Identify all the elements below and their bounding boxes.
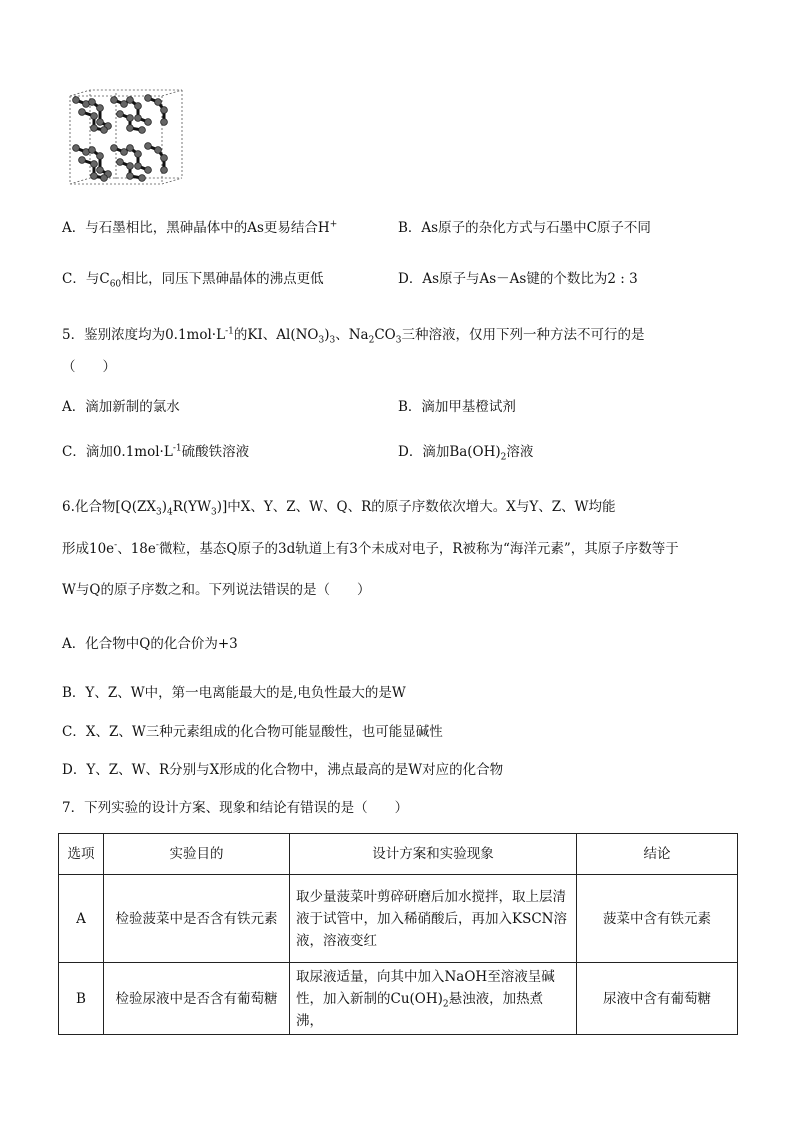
- q7-stem: 7．下列实验的设计方案、现象和结论有错误的是（ ）: [62, 800, 409, 816]
- stem-text: 的KI、Al(NO: [233, 327, 319, 343]
- cell-option: B: [59, 963, 104, 1035]
- subscript: 3: [329, 335, 336, 346]
- cell-plan: [290, 963, 577, 1035]
- table-row: [59, 875, 738, 963]
- option-text: 硫酸铁溶液: [181, 444, 250, 460]
- header-purpose: 实验目的: [104, 834, 290, 875]
- option-text: 与石墨相比，黑砷晶体中的As更易结合H: [85, 220, 330, 236]
- q5-option-d: [398, 442, 533, 462]
- stem-text: ): [324, 327, 330, 343]
- q5-answer-paren: （ ）: [62, 359, 116, 375]
- stem-text: 5．鉴别浓度均为0.1mol·L: [62, 327, 226, 343]
- stem-text: ): [161, 499, 167, 515]
- q6-option-b: B．Y、Z、W中，第一电离能最大的是,电负性最大的是W: [62, 685, 406, 701]
- superscript: -: [114, 540, 118, 551]
- stem-text: 微粒，基态Q原子的3d轨道上有3个未成对电子，R被称为“海洋元素”，其原子序数等于: [158, 541, 679, 557]
- plan-text: 取尿液适量，向其中加入NaOH至溶液呈碱性，加入新制的Cu(OH): [296, 968, 555, 1007]
- cell-option: A: [59, 875, 104, 963]
- superscript: -1: [172, 443, 182, 454]
- subscript: 60: [109, 279, 122, 290]
- stem-text: 形成10e: [62, 541, 115, 557]
- option-text: 与C: [85, 271, 110, 287]
- plan-text: 悬浊液，加热煮沸，: [296, 990, 544, 1029]
- q6-stem-line-1: [62, 497, 616, 517]
- option-text: 溶液: [506, 444, 534, 460]
- stem-text: )]中X、Y、Z、W、Q、R的原子序数依次增大。X与Y、Z、W均能: [216, 499, 616, 515]
- cell-purpose: 检验菠菜中是否含有铁元素: [104, 875, 290, 963]
- option-label: A．: [62, 220, 86, 236]
- option-text: D．滴加Ba(OH): [398, 444, 501, 460]
- header-option: 选项: [59, 834, 104, 875]
- stem-text: 6.化合物[Q(ZX: [62, 499, 156, 515]
- q6-stem-line-3: W与Q的原子序数之和。下列说法错误的是（ ）: [62, 582, 371, 598]
- stem-text: CO: [374, 327, 396, 343]
- subscript: 3: [155, 507, 162, 518]
- cell-conclusion: 菠菜中含有铁元素: [577, 875, 738, 963]
- q5-option-a: A．滴加新制的氯水: [62, 399, 180, 415]
- stem-text: R(YW: [172, 499, 211, 515]
- q5-option-c: [62, 442, 249, 462]
- q4-option-b: [398, 218, 651, 238]
- q5-stem: [62, 325, 644, 345]
- table-row: [59, 963, 738, 1035]
- q4-option-a: [62, 218, 337, 238]
- stem-text: 、18e: [117, 541, 156, 557]
- subscript: 2: [368, 335, 375, 346]
- superscript: +: [329, 219, 338, 230]
- table-header-row: [59, 834, 738, 875]
- atoms: [73, 95, 168, 182]
- superscript: -: [155, 540, 159, 551]
- stem-text: 、Na: [335, 327, 369, 343]
- cell-plan: 取少量菠菜叶剪碎研磨后加水搅拌，取上层清液于试管中，加入稀硝酸后，再加入KSCN溶液，溶液变红: [290, 875, 577, 963]
- option-label: B．: [398, 220, 422, 236]
- option-text: As原子的杂化方式与石墨中C原子不同: [421, 220, 651, 236]
- option-label: D．: [398, 271, 423, 287]
- subscript: 4: [167, 507, 173, 518]
- header-plan: 设计方案和实验现象: [290, 834, 577, 875]
- q5-option-b: B．滴加甲基橙试剂: [398, 399, 516, 415]
- cell-purpose: 检验尿液中是否含有葡萄糖: [104, 963, 290, 1035]
- subscript: 3: [210, 507, 217, 518]
- cell-conclusion: 尿液中含有葡萄糖: [577, 963, 738, 1035]
- stem-text: 三种溶液，仅用下列一种方法不可行的是: [401, 327, 645, 343]
- option-text: 相比，同压下黑砷晶体的沸点更低: [121, 271, 324, 287]
- header-conclusion: 结论: [577, 834, 738, 875]
- experiment-table: [58, 833, 738, 1035]
- crystal-structure-figure: [64, 88, 188, 190]
- superscript: -1: [225, 326, 234, 337]
- q6-stem-line-2: [62, 539, 679, 559]
- option-text: As原子与As－As键的个数比为2 : 3: [422, 271, 638, 287]
- subscript: 3: [318, 335, 325, 346]
- q6-option-c: C．X、Z、W三种元素组成的化合物可能显酸性，也可能显碱性: [62, 724, 443, 740]
- bonds: [76, 98, 164, 178]
- q4-option-d: [398, 269, 638, 289]
- option-text: C．滴加0.1mol·L: [62, 444, 173, 460]
- option-label: C．: [62, 271, 86, 287]
- q4-option-c: [62, 269, 324, 289]
- subscript: 2: [442, 999, 449, 1010]
- q6-option-a: A．化合物中Q的化合价为+3: [62, 636, 238, 652]
- q6-option-d: D．Y、Z、W、R分别与X形成的化合物中，沸点最高的是W对应的化合物: [62, 762, 504, 778]
- subscript: 3: [395, 335, 402, 346]
- subscript: 2: [500, 452, 507, 463]
